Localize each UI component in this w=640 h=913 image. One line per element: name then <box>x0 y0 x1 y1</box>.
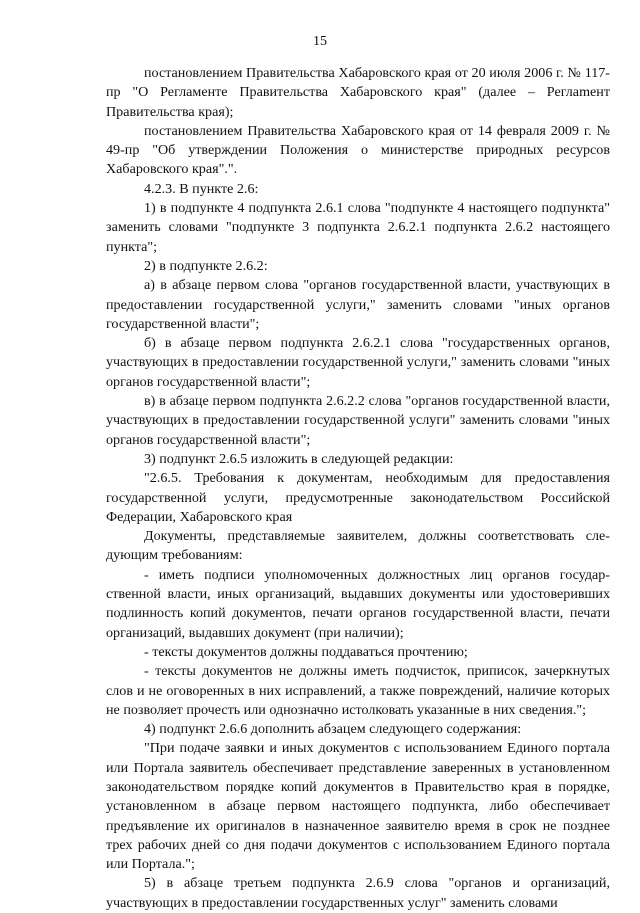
paragraph: - тексты документов не должны иметь подчисток, приписок, зачеркнутых слов и не оговоренных в них исправлений, а также повреждений, наличие которых не позволяет прочесть или однозначно истолковать указанные в них сведения."; <box>106 663 610 718</box>
paragraph: 2) в подпункте 2.6.2: <box>144 257 268 274</box>
paragraph: 4) подпункт 2.6.6 дополнить абзацем следующего содержания: <box>144 721 522 738</box>
page-number: 15 <box>313 34 327 49</box>
paragraph: - иметь подписи уполномоченных должностных лиц органов государственной власти, иных организаций, выдавших документы или удостоверивших подлинность копий документов, печати органов государственной власти, печати организаций, выдавших документ (при наличии); <box>106 566 610 641</box>
paragraph: 5) в абзаце третьем подпункта 2.6.9 слова "органов и организаций, участвующих в предоставлении государственных услуг" заменить словами <box>106 875 610 911</box>
paragraph: 3) подпункт 2.6.5 изложить в следующей редакции: <box>144 450 454 467</box>
paragraph: а) в абзаце первом слова "органов государственной власти, участвующих в предоставлении государственной услуги," заменить словами "иных органов государственной власти"; <box>106 277 610 332</box>
document-body <box>106 64 610 913</box>
paragraph: - тексты документов должны поддаваться прочтению; <box>144 643 468 660</box>
paragraph: Документы, представляемые заявителем, должны соответствовать следующим требованиям: <box>106 528 610 564</box>
paragraph: "При подаче заявки и иных документов с использованием Единого портала или Портала заявитель обеспечивает представление заверенных в установленном законодательством порядке копий документов в Правительство края в порядке, установленном в абзаце первом настоящего подпункта, либо обеспечивает предъявление их оригиналов в назначенное заявителю время в срок не позднее трех рабочих дней со дня подачи документов с использованием Единого портала или Портала."; <box>106 740 610 873</box>
paragraph: постановлением Правительства Хабаровского края от 20 июля 2006 г. № 117-пр "О Регламенте Правительства Хабаровского края" (далее – Реглаmент Правительства края); <box>106 65 610 120</box>
paragraph: в) в абзаце первом подпункта 2.6.2.2 слова "органов государственной власти, участвующих в предоставлении государственной услуги" заменить словами "иных органов государственной власти"; <box>106 393 610 448</box>
paragraph: б) в абзаце первом подпункта 2.6.2.1 слова "государственных органов, участвующих в предоставлении государственной услуги," заменить словами "иных органов государственной власти"; <box>106 335 610 390</box>
paragraph: 1) в подпункте 4 подпункта 2.6.1 слова "подпункте 4 настоящего подпункта" заменить словами "подпункте 3 подпункта 2.6.2.1 подпункта 2.6.2 настоящего пункта"; <box>106 200 610 255</box>
paragraph: постановлением Правительства Хабаровского края от 14 февраля 2009 г. № 49-пр "Об утверждении Положения о министерстве природных ресурсов Хабаровского края".". <box>106 122 610 178</box>
paragraph: 4.2.3. В пункте 2.6: <box>144 180 259 197</box>
paragraph: "2.6.5. Требования к документам, необходимым для предоставления государственной услуги, предусмотренные законодательством Российской Федерации, Хабаровского края <box>106 470 610 525</box>
